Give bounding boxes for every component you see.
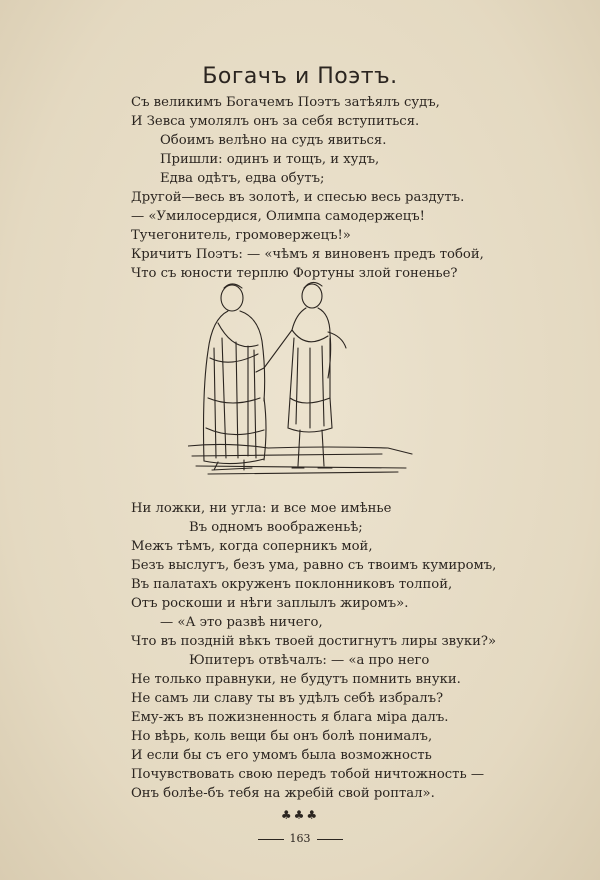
verse-line: Но вѣрь, коль вещи бы онъ болѣ понималъ,	[131, 729, 433, 744]
verse-line: Съ великимъ Богачемъ Поэтъ затѣялъ судъ,	[131, 95, 440, 110]
verse-line: Что въ поздній вѣкъ твоей достигнутъ лиры звуки?»	[131, 634, 497, 649]
verse-line: Безъ выслугъ, безъ ума, равно съ твоимъ кумиромъ,	[131, 558, 497, 573]
verse-line: Другой—весь въ золотѣ, и спесью весь раздутъ.	[131, 190, 465, 205]
page-number	[0, 832, 600, 845]
verse-line: И Зевса умолялъ онъ за себя вступиться.	[131, 114, 420, 129]
verse-line: Едва одѣтъ, едва обутъ;	[160, 171, 325, 186]
verse-line: Въ одномъ воображеньѣ;	[189, 520, 363, 535]
page-number-text: 163	[289, 832, 311, 845]
verse-line: Кричитъ Поэтъ: — «чѣмъ я виновенъ предъ тобой,	[131, 247, 484, 262]
right-rule	[317, 839, 343, 840]
verse-line: Не только правнуки, не будутъ помнить внуки.	[131, 672, 461, 687]
verse-line: Почувствовать свою передъ тобой ничтожность —	[131, 767, 485, 782]
verse-line: Обоимъ велѣно на судъ явиться.	[160, 133, 387, 148]
verse-line: Юпитеръ отвѣчалъ: — «а про него	[189, 653, 430, 668]
verse-line: Ему-жъ въ пожизненность я блага міра далъ.	[131, 710, 449, 725]
verse-line: Ни ложки, ни угла: и все мое имѣнье	[131, 501, 392, 516]
verse-line: Не самъ ли славу ты въ удѣлъ себѣ избралъ?	[131, 691, 444, 706]
verse-line: И если бы съ его умомъ была возможность	[131, 748, 432, 763]
ornament-glyph: ♣♣♣	[280, 808, 320, 822]
engraving-two-figures	[188, 278, 418, 478]
poem-title: Богачъ и Поэтъ.	[202, 64, 398, 89]
left-rule	[258, 839, 284, 840]
verse-line: Отъ роскоши и нѣги заплылъ жиромъ».	[131, 596, 409, 611]
verse-line: Пришли: одинъ и тощъ, и худъ,	[160, 152, 380, 167]
verse-line: Что съ юности терплю Фортуны злой гоненье?	[131, 266, 458, 281]
verse-line: Въ палатахъ окруженъ поклонниковъ толпой,	[131, 577, 453, 592]
verse-line: Тучегонитель, громовержецъ!»	[131, 228, 351, 243]
verse-line: Межъ тѣмъ, когда соперникъ мой,	[131, 539, 373, 554]
verse-line: — «А это развѣ ничего,	[160, 615, 323, 630]
verse-line: — «Умилосердися, Олимпа самодержецъ!	[131, 209, 425, 224]
verse-line: Онъ болѣе-бъ тебя на жребій свой роптал».	[131, 786, 435, 801]
